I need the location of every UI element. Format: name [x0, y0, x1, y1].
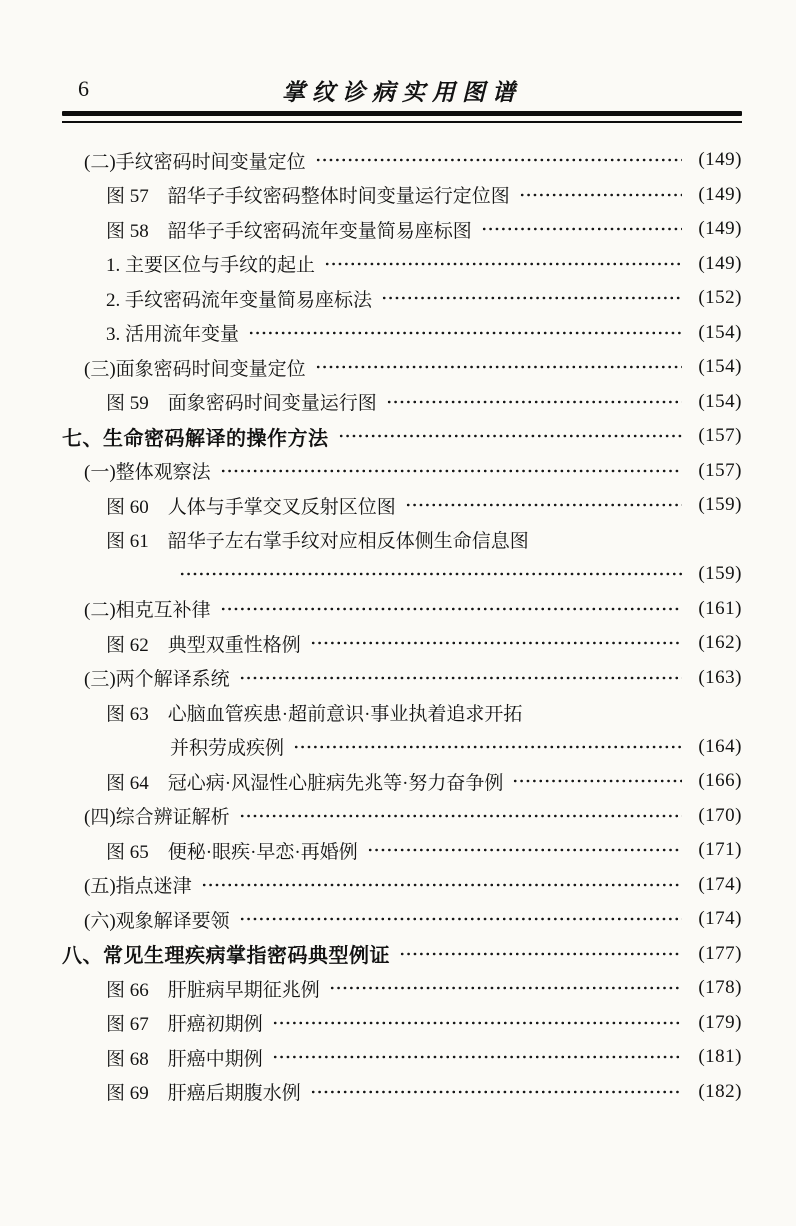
dot-leader — [519, 178, 682, 213]
toc-entry-text: 2. 手纹密码流年变量简易座标法 — [106, 289, 373, 311]
toc-entry-text: 图 67 肝癌初期例 — [106, 1014, 263, 1036]
toc-entry-text: 3. 活用流年变量 — [106, 324, 240, 346]
dot-leader — [315, 143, 682, 178]
dot-leader — [405, 488, 682, 523]
toc-entry — [62, 454, 742, 489]
toc-entry-text: 图 58 韶华子手纹密码流年变量简易座标图 — [106, 220, 472, 242]
dot-leader — [329, 971, 682, 1006]
dot-leader — [239, 902, 682, 937]
toc-entry — [62, 799, 742, 834]
toc-entry-text: 图 65 便秘·眼疾·早恋·再婚例 — [106, 841, 358, 863]
dot-leader — [220, 454, 682, 489]
toc-entry-text: (三)两个解译系统 — [84, 669, 230, 691]
toc-entry — [62, 764, 742, 799]
dot-leader — [324, 247, 682, 282]
toc-entry-text: 图 64 冠心病·风湿性心脏病先兆等·努力奋争例 — [106, 772, 504, 794]
toc-entry-page: (182) — [698, 1080, 742, 1102]
toc-entry-text: (三)面象密码时间变量定位 — [84, 358, 306, 380]
toc-entry — [62, 937, 742, 972]
toc-entry-page: (174) — [698, 873, 742, 895]
dot-leader — [481, 212, 682, 247]
dot-leader — [381, 281, 682, 316]
dot-leader — [538, 523, 736, 558]
dot-leader — [338, 419, 683, 454]
dot-leader — [293, 730, 682, 765]
toc-entry-text: (二)相克互补律 — [84, 600, 211, 622]
toc-entry — [62, 557, 742, 592]
toc-entry-page: (149) — [698, 183, 742, 205]
toc-entry-page: (154) — [698, 390, 742, 412]
toc-entry-text: 图 57 韶华子手纹密码整体时间变量运行定位图 — [106, 186, 510, 208]
dot-leader — [201, 868, 682, 903]
toc-entry — [62, 1075, 742, 1110]
toc-entry-text: 并积劳成疾例 — [170, 738, 285, 760]
toc-entry-page: (154) — [698, 321, 742, 343]
dot-leader — [315, 350, 682, 385]
page-header — [62, 74, 742, 104]
toc-entry-page: (157) — [698, 459, 742, 481]
dot-leader — [220, 592, 682, 627]
toc-entry-page: (157) — [698, 425, 742, 447]
dot-leader — [179, 557, 682, 592]
toc-entry-text: 图 62 典型双重性格例 — [106, 634, 301, 656]
toc-entry-page: (171) — [698, 839, 742, 861]
toc-entry-page: (174) — [698, 908, 742, 930]
toc-entry — [62, 143, 742, 178]
toc-entry-text: 图 61 韶华子左右掌手纹对应相反体侧生命信息图 — [106, 531, 529, 553]
toc-entry-page: (159) — [698, 563, 742, 585]
toc-entry-text: 图 66 肝脏病早期征兆例 — [106, 979, 320, 1001]
toc-entry-text: 七、生命密码解译的操作方法 — [62, 427, 329, 450]
toc-entry-text: 图 63 心脑血管疾患·超前意识·事业执着追求开拓 — [106, 703, 523, 725]
toc-entry-page: (170) — [698, 804, 742, 826]
toc-entry-page: (181) — [698, 1046, 742, 1068]
toc-entry-text: (四)综合辨证解析 — [84, 807, 230, 829]
toc-entry — [62, 523, 742, 558]
dot-leader — [512, 764, 682, 799]
toc-list — [62, 143, 742, 1109]
dot-leader — [386, 385, 682, 420]
toc-entry-text: 图 59 面象密码时间变量运行图 — [106, 393, 377, 415]
toc-entry-text: 图 69 肝癌后期腹水例 — [106, 1083, 301, 1105]
toc-entry — [62, 1006, 742, 1041]
toc-entry-text: 八、常见生理疾病掌指密码典型例证 — [62, 945, 390, 968]
toc-entry — [62, 419, 742, 454]
dot-leader — [272, 1040, 682, 1075]
toc-entry-text: 图 68 肝癌中期例 — [106, 1048, 263, 1070]
toc-entry — [62, 661, 742, 696]
page-content — [0, 74, 796, 1109]
dot-leader — [367, 833, 682, 868]
toc-entry-page: (164) — [698, 735, 742, 757]
toc-entry — [62, 178, 742, 213]
toc-entry-text: 1. 主要区位与手纹的起止 — [106, 255, 316, 277]
toc-entry — [62, 730, 742, 765]
dot-leader — [310, 1075, 682, 1110]
toc-entry-page: (178) — [698, 977, 742, 999]
toc-entry — [62, 592, 742, 627]
toc-entry-text: (一)整体观察法 — [84, 462, 211, 484]
toc-entry — [62, 385, 742, 420]
toc-entry — [62, 1040, 742, 1075]
toc-entry — [62, 868, 742, 903]
book-title: 掌纹诊病实用图谱 — [282, 80, 522, 105]
header-rule-thin — [62, 121, 742, 123]
toc-entry — [62, 626, 742, 661]
toc-entry-page: (149) — [698, 149, 742, 171]
dot-leader — [272, 1006, 682, 1041]
toc-entry-page: (149) — [698, 252, 742, 274]
toc-entry-text: 图 60 人体与手掌交叉反射区位图 — [106, 496, 396, 518]
toc-entry — [62, 212, 742, 247]
dot-leader — [531, 695, 736, 730]
toc-entry-page: (179) — [698, 1011, 742, 1033]
dot-leader — [310, 626, 682, 661]
dot-leader — [248, 316, 682, 351]
toc-entry-page: (154) — [698, 356, 742, 378]
toc-entry-text: (二)手纹密码时间变量定位 — [84, 151, 306, 173]
toc-entry-page: (161) — [698, 597, 742, 619]
toc-entry-page: (152) — [698, 287, 742, 309]
toc-entry-page: (177) — [698, 942, 742, 964]
toc-entry — [62, 350, 742, 385]
toc-entry-page: (162) — [698, 632, 742, 654]
toc-entry — [62, 833, 742, 868]
toc-entry — [62, 488, 742, 523]
toc-entry-page: (159) — [698, 494, 742, 516]
toc-entry — [62, 316, 742, 351]
toc-entry-page: (163) — [698, 666, 742, 688]
toc-entry — [62, 902, 742, 937]
toc-entry — [62, 695, 742, 730]
dot-leader — [239, 661, 682, 696]
toc-entry — [62, 971, 742, 1006]
toc-entry-text: (六)观象解译要领 — [84, 910, 230, 932]
toc-entry-page: (166) — [698, 770, 742, 792]
toc-entry — [62, 247, 742, 282]
dot-leader — [239, 799, 682, 834]
page-number: 6 — [78, 76, 90, 101]
toc-entry-text: (五)指点迷津 — [84, 876, 192, 898]
toc-entry-page: (149) — [698, 218, 742, 240]
header-rule-thick — [62, 111, 742, 116]
toc-entry — [62, 281, 742, 316]
dot-leader — [399, 937, 682, 972]
